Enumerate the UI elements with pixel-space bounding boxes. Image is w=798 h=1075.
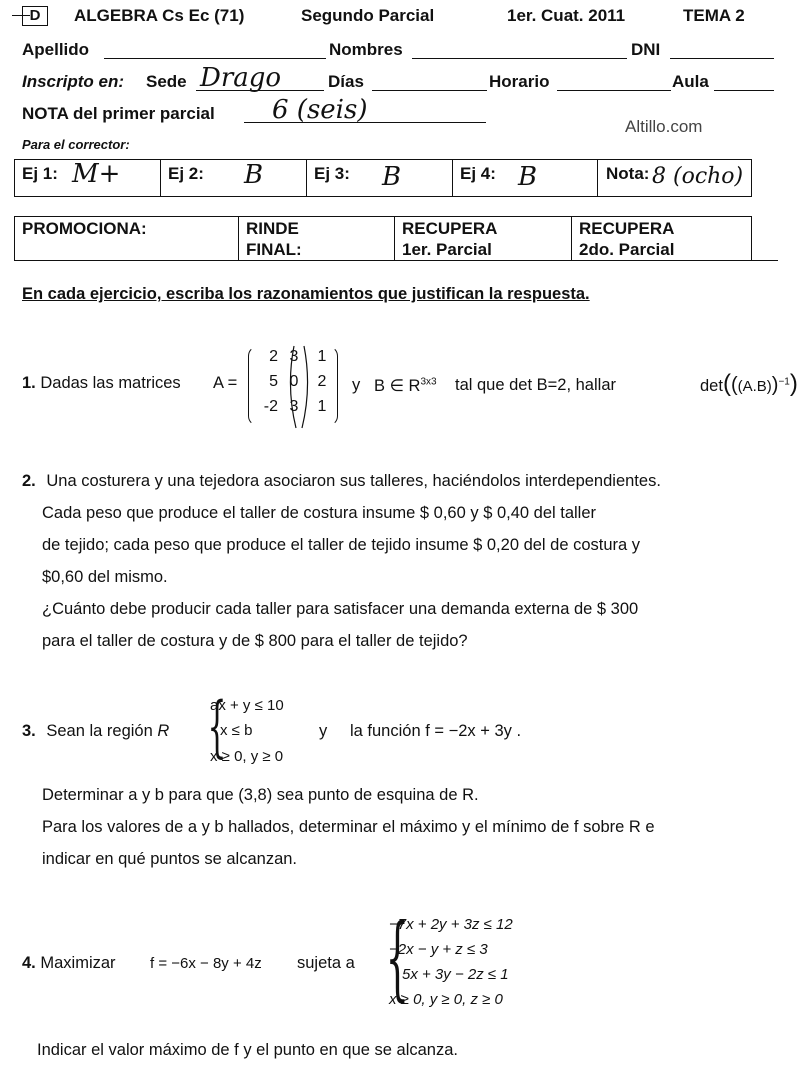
dni-label: DNI — [631, 40, 661, 59]
matrix-cell: 1 — [317, 348, 327, 365]
corrector-divider — [597, 159, 598, 197]
ex4-sys-2: 5x + 3y − 2z ≤ 1 — [402, 966, 509, 983]
ej2-grade: B — [244, 160, 264, 190]
ex1-cond: tal que det B=2, hallar — [455, 376, 616, 394]
ex4-subject: sujeta a — [297, 954, 355, 972]
ej4-label: Ej 4: — [460, 164, 496, 183]
exam-name: Segundo Parcial — [301, 6, 435, 25]
nota-final-grade: 8 (ocho) — [652, 164, 744, 189]
ex3-line-2: indicar en qué puntos se alcanzan. — [42, 850, 298, 868]
horario-label: Horario — [489, 72, 550, 91]
ex4-brace: { — [385, 904, 409, 1011]
nota-final-label: Nota: — [606, 164, 650, 183]
ex1-det: det — [700, 377, 723, 395]
ex3-text: Sean la región — [46, 722, 153, 740]
exam-tema: TEMA 2 — [683, 6, 745, 25]
ex4-num: 4. — [22, 954, 36, 972]
ex2-num: 2. — [22, 472, 36, 490]
sede-value: Drago — [200, 63, 282, 93]
matrix-cell: 2 — [317, 373, 327, 390]
corrector-divider — [306, 159, 307, 197]
matrix-cell: 0 — [289, 373, 299, 390]
nota-value: 6 (seis) — [272, 95, 368, 125]
ex1-a-eq: A = — [213, 374, 238, 392]
nota-field[interactable] — [244, 122, 486, 123]
promociona-label: PROMOCIONA: — [22, 219, 147, 238]
result-divider — [571, 216, 572, 260]
ex2-line-2: de tejido; cada peso que produce el taller de tejido insume $ 0,20 del de costura y — [42, 536, 641, 554]
ex4-text: Maximizar — [40, 954, 116, 972]
rinde-label-1: RINDE — [246, 219, 299, 238]
aula-label: Aula — [672, 72, 709, 91]
ex3-line-0: Determinar a y b para que (3,8) sea punto de esquina de R. — [42, 786, 479, 804]
ex3-line — [22, 722, 169, 741]
dni-field[interactable] — [670, 58, 774, 59]
instruction: En cada ejercicio, escriba los razonamientos que justifican la respuesta. — [22, 285, 590, 303]
ex1-text: Dadas las matrices — [40, 374, 181, 392]
matrix-cell: 5 — [269, 373, 278, 390]
rinde-label-2: FINAL: — [246, 240, 302, 259]
course-title: ALGEBRA Cs Ec (71) — [74, 6, 245, 25]
apellido-field[interactable] — [104, 58, 326, 59]
dias-field[interactable] — [372, 90, 487, 91]
ex4-func: f = −6x − 8y + 4z — [150, 955, 262, 972]
ex3-func: la función f = −2x + 3y . — [350, 722, 522, 740]
ex2-line-3: $0,60 del mismo. — [42, 568, 168, 586]
exam-term: 1er. Cuat. 2011 — [507, 6, 626, 25]
ex3-sys-0: ax + y ≤ 10 — [210, 697, 284, 714]
ex1-b-sup: 3x3 — [420, 376, 437, 388]
sede-field[interactable] — [196, 90, 324, 91]
matrix-cell: -2 — [263, 398, 278, 415]
tema-letter-box — [22, 6, 48, 26]
result-divider — [394, 216, 395, 260]
corrector-label: Para el corrector: — [22, 137, 130, 152]
matrix-cell: 1 — [317, 398, 327, 415]
ex2-line-4: ¿Cuánto debe producir cada taller para satisfacer una demanda externa de $ 300 — [42, 600, 639, 618]
ej3-label: Ej 3: — [314, 164, 350, 183]
apellido-label: Apellido — [22, 40, 90, 59]
ex1-num: 1. — [22, 374, 36, 392]
ex1-line — [22, 374, 181, 393]
ex1-b-part — [374, 376, 437, 396]
ex3-sys-1: x ≤ b — [220, 722, 253, 739]
ex1-expr: (A.B) — [737, 378, 772, 395]
ej4-grade: B — [518, 162, 538, 192]
matrix-cell: 3 — [289, 348, 299, 365]
ex3-sys-2: x ≥ 0, y ≥ 0 — [210, 748, 284, 765]
watermark: Altillo.com — [625, 117, 703, 136]
ex2-line-1: Cada peso que produce el taller de costura insume $ 0,60 y $ 0,40 del taller — [42, 504, 597, 522]
ex2-text-0: Una costurera y una tejedora asociaron sus talleres, haciéndolos interdependientes. — [46, 472, 661, 490]
corrector-divider — [160, 159, 161, 197]
recupera2-label-1: RECUPERA — [579, 219, 675, 238]
ex1-y: y — [352, 376, 361, 394]
ex2-line-5: para el taller de costura y de $ 800 para el taller de tejido? — [42, 632, 468, 650]
corrector-divider — [452, 159, 453, 197]
recupera2-label-2: 2do. Parcial — [579, 240, 675, 259]
ex3-y: y — [319, 722, 328, 740]
recupera1-label-2: 1er. Parcial — [402, 240, 492, 259]
matrix-cell: 3 — [289, 398, 299, 415]
ex1-exp: −1 — [778, 376, 790, 388]
tema-letter-strike — [12, 15, 30, 16]
inscripto-label: Inscripto en: — [22, 72, 125, 91]
ex1-det-expr: $\det(((A.B))^{-1})$ — [700, 370, 798, 397]
ej2-label: Ej 2: — [168, 164, 204, 183]
ex4-line — [22, 954, 116, 973]
ej1-grade: M+ — [72, 159, 121, 189]
aula-field[interactable] — [714, 90, 774, 91]
ej1-label: Ej 1: — [22, 164, 58, 183]
result-divider — [238, 216, 239, 260]
ex3-region: R — [157, 722, 170, 740]
ex4-sys-1: −2x − y + z ≤ 3 — [389, 941, 488, 958]
nombres-field[interactable] — [412, 58, 627, 59]
nombres-label: Nombres — [329, 40, 403, 59]
ex4-final: Indicar el valor máximo de f y el punto en que se alcanza. — [37, 1041, 458, 1059]
tema-letter: D — [29, 7, 41, 24]
ex3-num: 3. — [22, 722, 36, 740]
sede-label: Sede — [146, 72, 187, 91]
ex1-b-set: B ∈ R — [374, 377, 421, 395]
dias-label: Días — [328, 72, 364, 91]
nota-label: NOTA del primer parcial — [22, 104, 215, 123]
ex3-brace: { — [207, 688, 227, 765]
ex3-line-1: Para los valores de a y b hallados, determinar el máximo y el mínimo de f sobre R e — [42, 818, 655, 836]
result-table-bottom — [14, 260, 778, 261]
ex4-sys-3: x ≥ 0, y ≥ 0, z ≥ 0 — [389, 991, 503, 1008]
recupera1-label-1: RECUPERA — [402, 219, 498, 238]
matrix-cell: 2 — [269, 348, 278, 365]
horario-field[interactable] — [557, 90, 671, 91]
ex2-line-0 — [22, 472, 661, 491]
ej3-grade: B — [382, 162, 402, 192]
ex4-sys-0: −7x + 2y + 3z ≤ 12 — [389, 916, 513, 933]
column-circle-annotation — [284, 342, 314, 432]
